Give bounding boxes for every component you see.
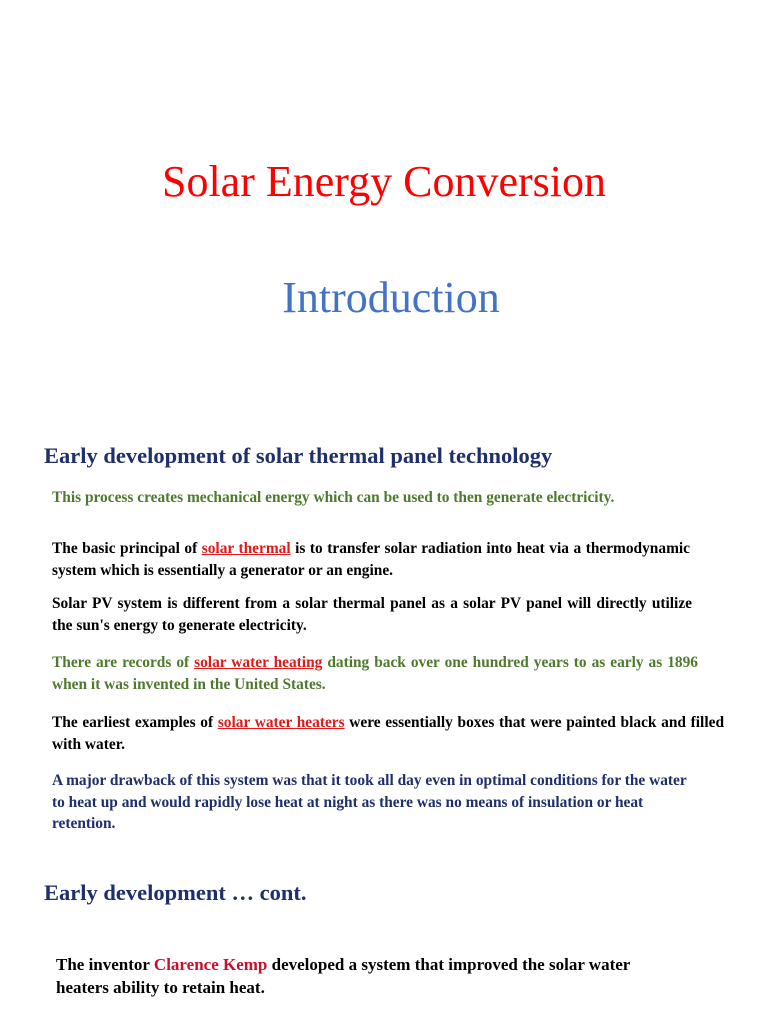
paragraph-text: The earliest examples of	[52, 714, 218, 731]
page-title: Solar Energy Conversion	[161, 157, 607, 206]
section-heading-early-development: Early development of solar thermal panel technology	[44, 443, 553, 468]
paragraph-mechanical-energy: This process creates mechanical energy which can be used to then generate electricity.	[52, 489, 615, 506]
solar-thermal-link[interactable]: solar thermal	[201, 540, 291, 557]
page-subtitle: Introduction	[282, 273, 500, 322]
paragraph-text: were essentially boxes that were painted black and filled with water.	[52, 714, 725, 753]
paragraph-text: There are records of	[52, 654, 195, 671]
paragraph-text: dating back over one hundred years to as early as 1896 when it was invented in the United States.	[52, 654, 698, 693]
paragraph-solar-water-heating-history	[52, 652, 698, 695]
paragraph-solar-pv: Solar PV system is different from a solar thermal panel as a solar PV panel will directly utilize the sun's energy to generate electricity.	[52, 595, 692, 634]
paragraph-text: is to transfer solar radiation into heat via a thermodynamic system which is essentially a generator or an engine.	[52, 540, 690, 579]
solar-water-heating-link[interactable]: solar water heating	[194, 654, 323, 671]
paragraph-text: The basic principal of	[52, 540, 202, 557]
paragraph-major-drawback: A major drawback of this system was that it took all day even in optimal conditions for the water to heat up and would rapidly lose heat at night as there was no means of insulation or heat retention.	[52, 772, 687, 832]
paragraph-text: developed a system that improved the solar water heaters ability to retain heat.	[56, 955, 631, 997]
paragraph-text: The inventor	[56, 955, 154, 974]
paragraph-earliest-heaters	[52, 712, 724, 755]
inventor-name: Clarence Kemp	[153, 955, 268, 974]
solar-water-heaters-link[interactable]: solar water heaters	[217, 714, 345, 731]
paragraph-clarence-kemp	[56, 953, 666, 999]
paragraph-solar-thermal-principle	[52, 538, 690, 581]
section-heading-cont: Early development … cont.	[44, 880, 307, 905]
